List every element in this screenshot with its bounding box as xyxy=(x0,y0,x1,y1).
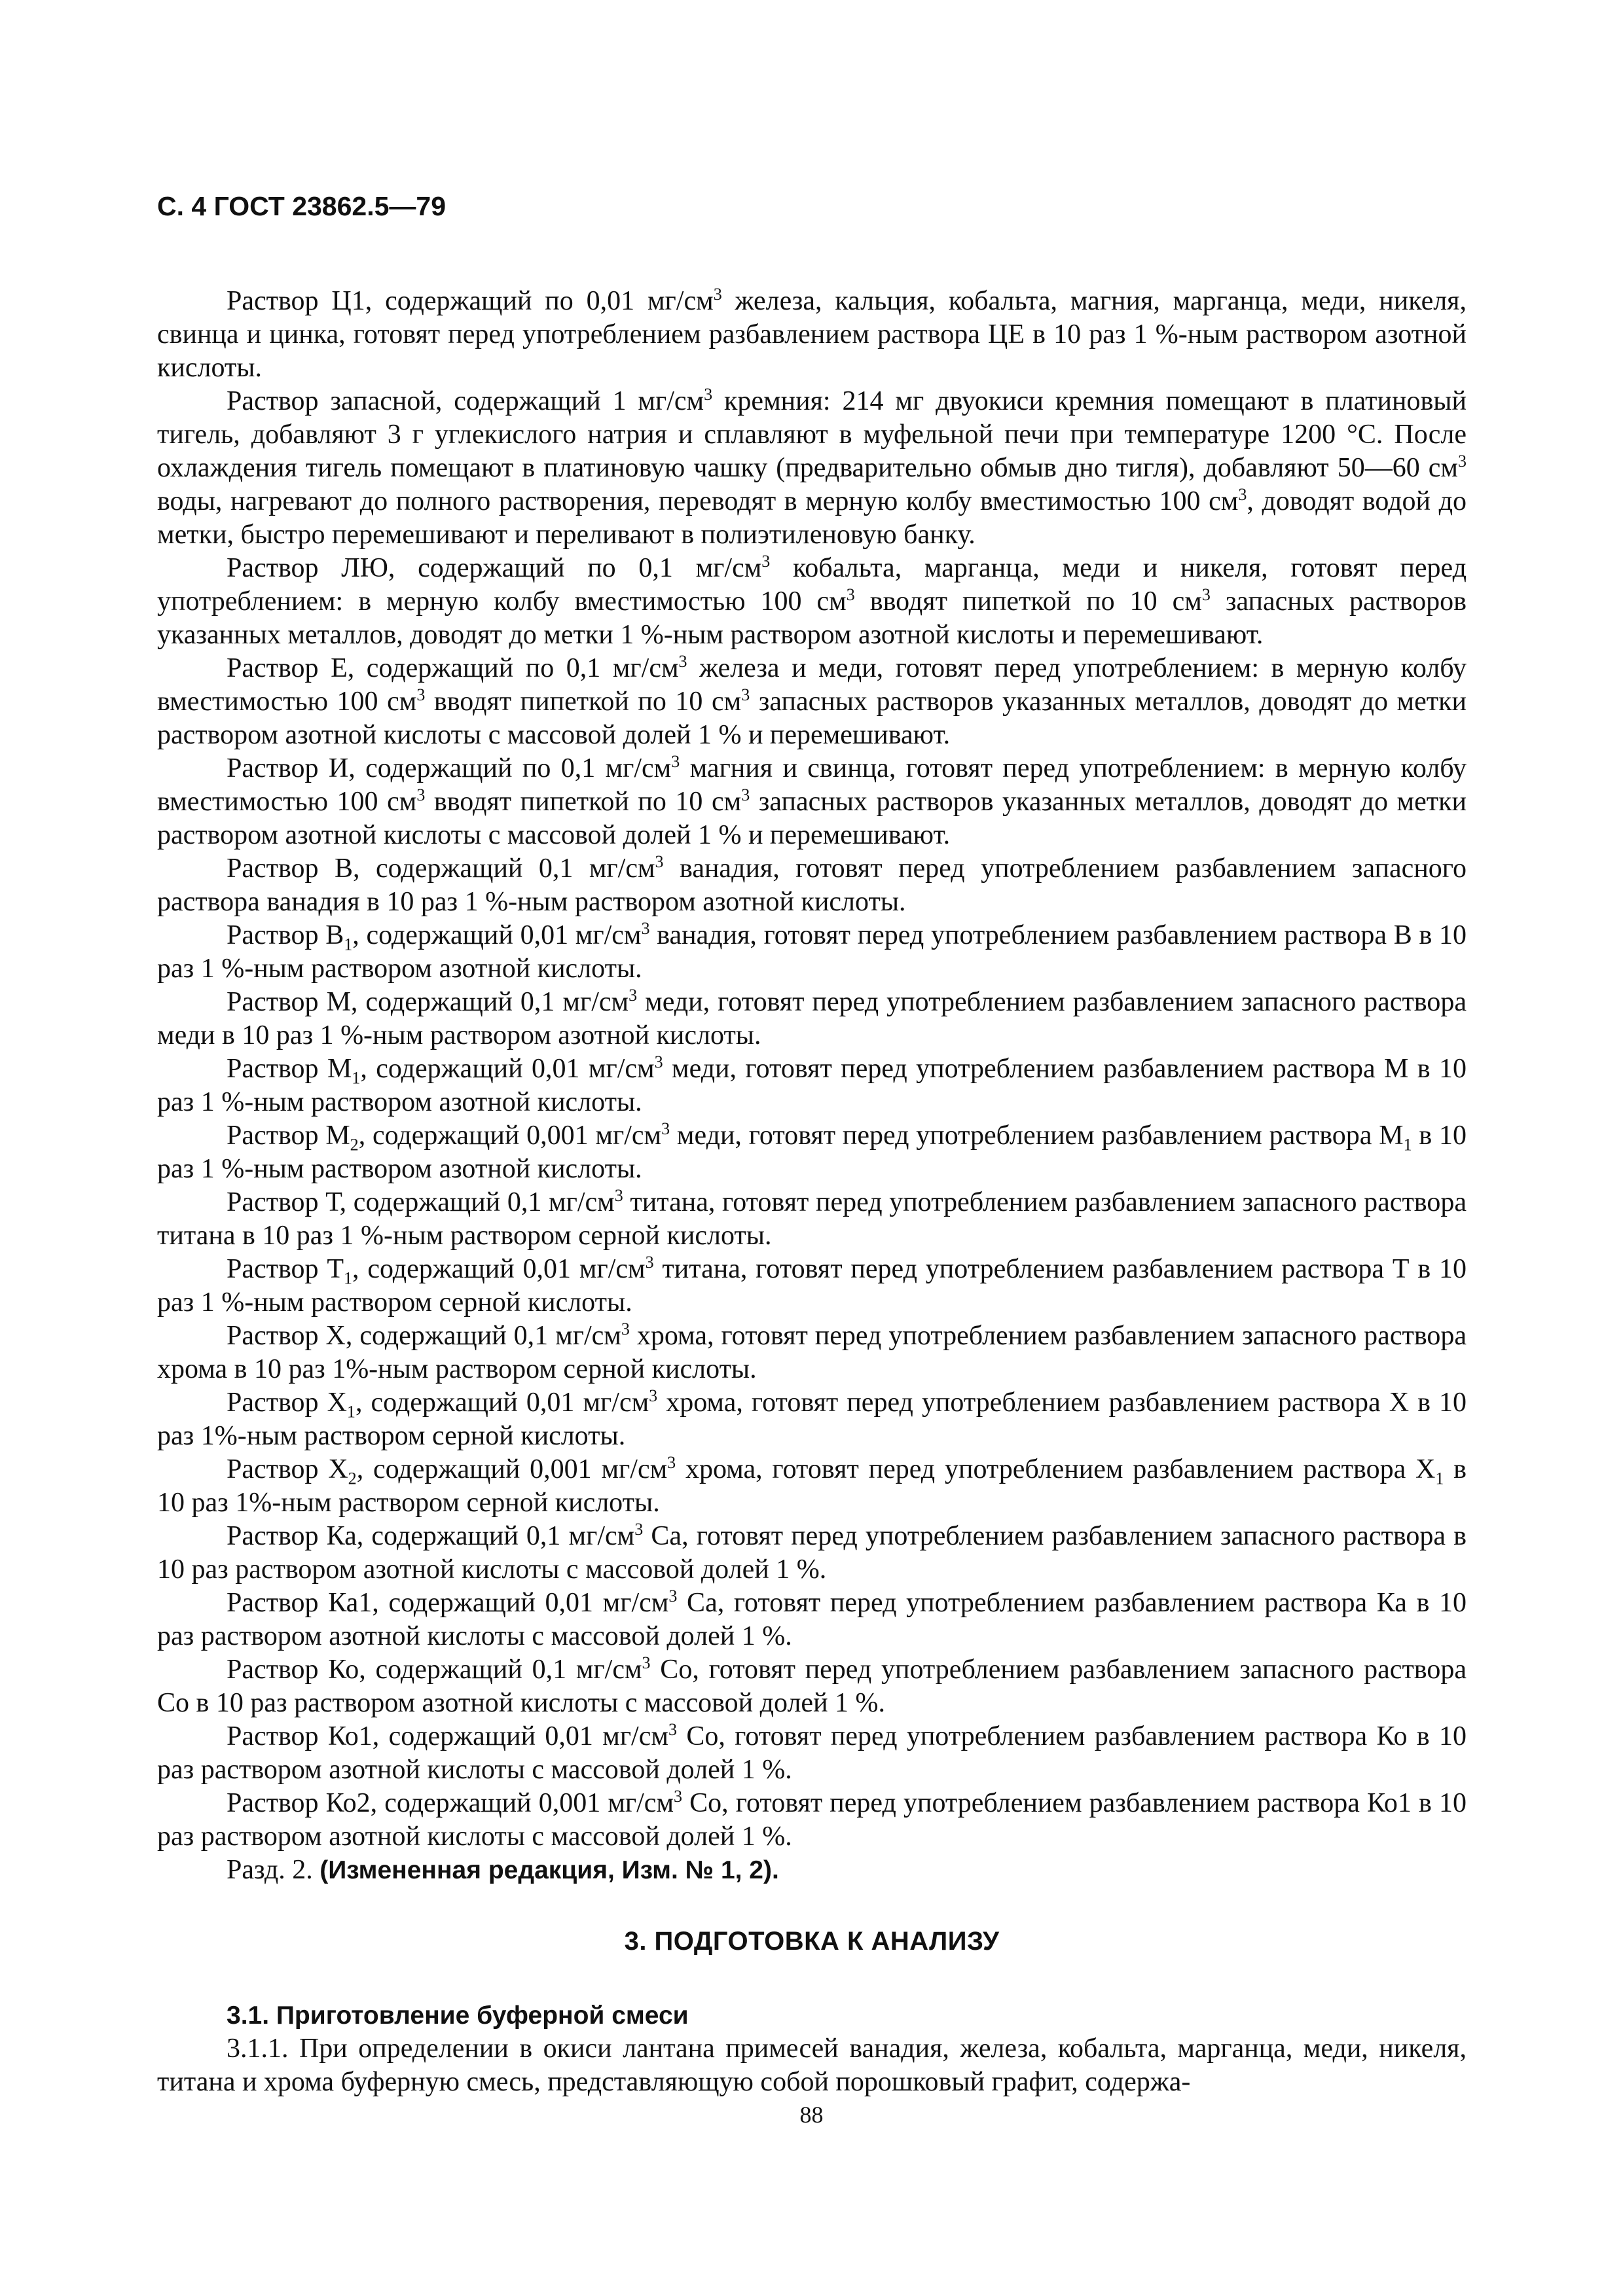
paragraph-p9: Раствор $М_1$, содержащий 0,01 $мг/см^3$ меди, готовят перед употреблением разбавлением раствора М в 10 раз 1 %-ным раствором азотной кислоты. xyxy=(157,1052,1467,1117)
paragraph-p19: Раствор Ко1, содержащий 0,01 $мг/см^3$ Со, готовят перед употреблением разбавлением раствора Ко в 10 раз раствором азотной кислоты с массовой долей 1 %. xyxy=(157,1720,1467,1785)
paragraph-p18: Раствор Ко, содержащий 0,1 $мг/см^3$ Со, готовят перед употреблением разбавлением запасного раствора Со в 10 раз раствором азотной кислоты с массовой долей 1 %. xyxy=(157,1653,1467,1718)
paragraph-p1: Раствор Ц1, содержащий по 0,01 $мг/см^3$ железа, кальция, кобальта, магния, марганца, меди, никеля, свинца и цинка, готовят перед употреблением разбавлением раствора ЦЕ в 10 раз 1 %-ным раствором азотной кислоты. xyxy=(157,285,1467,383)
paragraph-p2: Раствор запасной, содержащий 1 $мг/см^3$ кремния: 214 мг двуокиси кремния помещают в платиновый тигель, добавляют 3 г углекислого натрия и сплавляют в муфельной печи при температуре 1200 °С. После охлаждения тигель помещают в платиновую чашку (предварительно обмыв дно тигля), добавляют 50—60 $см^3$ воды, нагревают до полного растворения, переводят в мерную колбу вместимостью 100 $см^3$, доводят водой до метки, быстро перемешивают и переливают в полиэтиленовую банку. xyxy=(157,385,1467,550)
paragraph-p17: Раствор Ка1, содержащий 0,01 $мг/см^3$ Са, готовят перед употреблением разбавлением раствора Ка в 10 раз раствором азотной кислоты с массовой долей 1 %. xyxy=(157,1587,1467,1651)
page-number: 88 xyxy=(799,2102,824,2128)
paragraph-p21: Разд. 2. (Измененная редакция, Изм. № 1, 2). xyxy=(227,1855,779,1885)
paragraph-p4: Раствор Е, содержащий по 0,1 $мг/см^3$ железа и меди, готовят перед употреблением: в мерную колбу вместимостью 100 $см^3$ вводят пипеткой по 10 $см^3$ запасных растворов указанных металлов, доводят до метки раствором азотной кислоты с массовой долей 1 % и перемешивают. xyxy=(157,652,1467,750)
paragraph-p15: Раствор $Х_2$, содержащий 0,001 $мг/см^3$ хрома, готовят перед употреблением разбавлением раствора $Х_1$ в 10 раз 1%-ным раствором серной кислоты. xyxy=(157,1453,1467,1518)
paragraph-p6: Раствор В, содержащий 0,1 $мг/см^3$ ванадия, готовят перед употреблением разбавлением запасного раствора ванадия в 10 раз 1 %-ным раствором азотной кислоты. xyxy=(157,852,1467,917)
paragraph-3-1-1: 3.1.1. При определении в окиси лантана примесей ванадия, железа, кобальта, марганца, меди, никеля, титана и хрома буферную смесь, представляющую собой порошковый графит, содержа- xyxy=(157,2034,1467,2097)
paragraph-p16: Раствор Ка, содержащий 0,1 $мг/см^3$ Са, готовят перед употреблением разбавлением запасного раствора в 10 раз раствором азотной кислоты с массовой долей 1 %. xyxy=(157,1520,1467,1585)
paragraph-p5: Раствор И, содержащий по 0,1 $мг/см^3$ магния и свинца, готовят перед употреблением: в мерную колбу вместимостью 100 $см^3$ вводят пипеткой по 10 $см^3$ запасных растворов указанных металлов, доводят до метки раствором азотной кислоты с массовой долей 1 % и перемешивают. xyxy=(157,752,1467,850)
paragraph-p10: Раствор $М_2$, содержащий 0,001 $мг/см^3$ меди, готовят перед употреблением разбавлением раствора $М_1$ в 10 раз 1 %-ным раствором азотной кислоты. xyxy=(157,1119,1467,1184)
document-page xyxy=(157,190,1467,2099)
paragraph-p11: Раствор Т, содержащий 0,1 $мг/см^3$ титана, готовят перед употреблением разбавлением запасного раствора титана в 10 раз 1 %-ным раствором серной кислоты. xyxy=(157,1186,1467,1251)
paragraph-p12: Раствор $Т_1$, содержащий 0,01 $мг/см^3$ титана, готовят перед употреблением разбавлением раствора Т в 10 раз 1 %-ным раствором серной кислоты. xyxy=(157,1253,1467,1318)
solutions-list xyxy=(157,285,1467,1887)
paragraph-p3: Раствор ЛЮ, содержащий по 0,1 $мг/см^3$ кобальта, марганца, меди и никеля, готовят перед употреблением: в мерную колбу вместимостью 100 $см^3$ вводят пипеткой по 10 $см^3$ запасных растворов указанных металлов, доводят до метки 1 %-ным раствором азотной кислоты и перемешивают. xyxy=(157,552,1467,650)
paragraph-p7: Раствор $В_1$, содержащий 0,01 $мг/см^3$ ванадия, готовят перед употреблением разбавлением раствора В в 10 раз 1 %-ным раствором азотной кислоты. xyxy=(157,919,1467,984)
paragraph-p8: Раствор М, содержащий 0,1 $мг/см^3$ меди, готовят перед употреблением разбавлением запасного раствора меди в 10 раз 1 %-ным раствором азотной кислоты. xyxy=(157,986,1467,1050)
paragraph-p20: Раствор Ко2, содержащий 0,001 $мг/см^3$ Со, готовят перед употреблением разбавлением раствора Ко1 в 10 раз раствором азотной кислоты с массовой долей 1 %. xyxy=(157,1787,1467,1852)
section-title: 3. ПОДГОТОВКА К АНАЛИЗУ xyxy=(624,1927,1000,1956)
paragraph-p13: Раствор Х, содержащий 0,1 $мг/см^3$ хрома, готовят перед употреблением разбавлением запасного раствора хрома в 10 раз 1%-ным раствором серной кислоты. xyxy=(157,1319,1467,1384)
subsection-title: 3.1. Приготовление буферной смеси xyxy=(227,2001,689,2030)
paragraph-p14: Раствор $Х_1$, содержащий 0,01 $мг/см^3$ хрома, готовят перед употреблением разбавлением раствора Х в 10 раз 1%-ным раствором серной кислоты. xyxy=(157,1386,1467,1451)
page-header: С. 4 ГОСТ 23862.5—79 xyxy=(157,191,447,221)
